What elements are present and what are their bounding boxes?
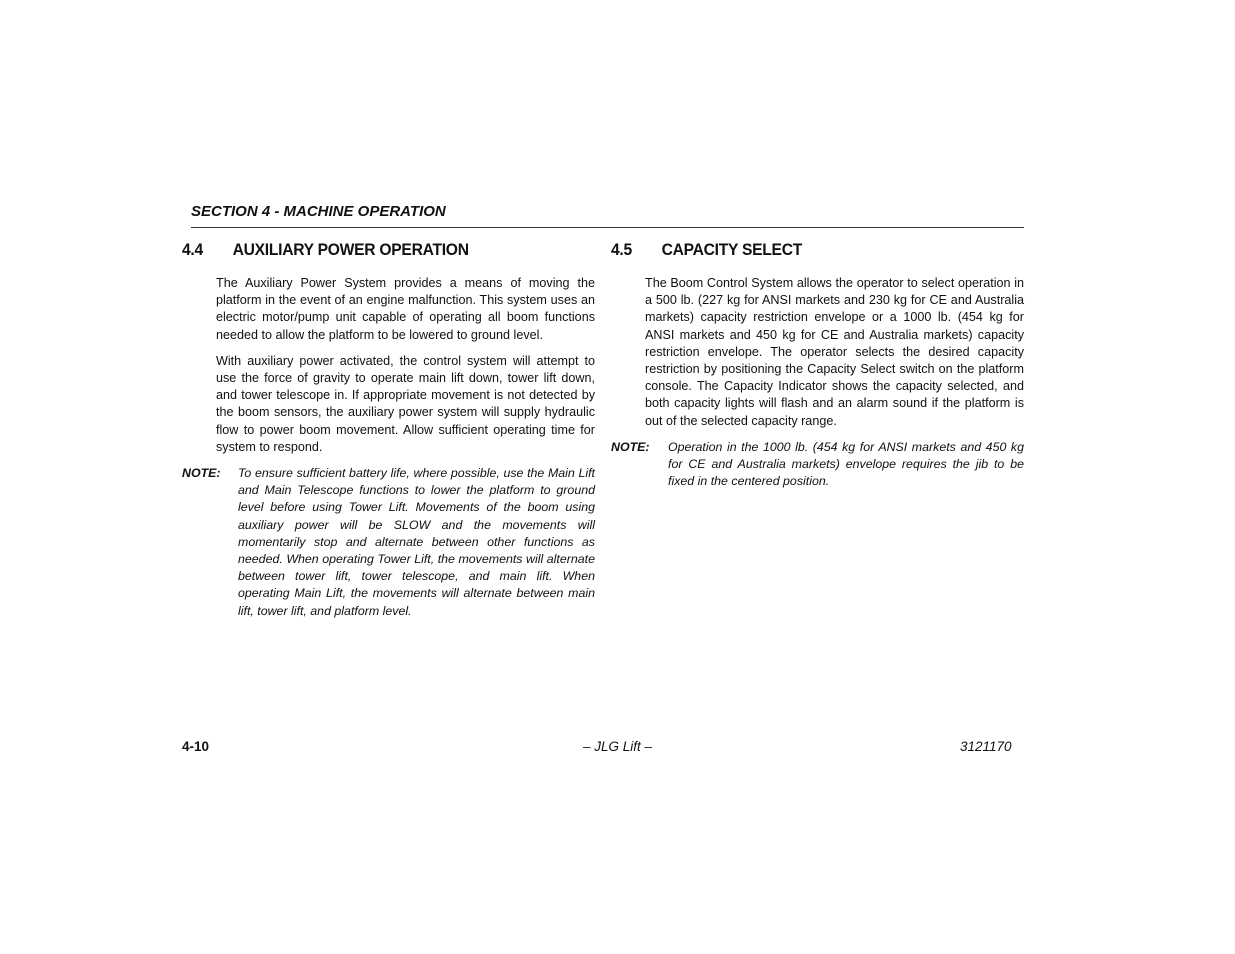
section-body xyxy=(216,275,595,456)
column-right xyxy=(611,240,1024,490)
note-text: To ensure sufficient battery life, where possible, use the Main Lift and Main Telescope functions to lower the platform to ground level before using Tower Lift. Movements of the boom using auxiliary power will be SLOW and the movements will momentarily stop and alternate between other functions as needed. When operating Tower Lift, the movements will alternate between tower lift, tower telescope, and main lift. When operating Main Lift, the movements will alternate between main lift, tower lift, and platform level. xyxy=(238,466,595,618)
note-label: NOTE: xyxy=(182,466,221,481)
note-label: NOTE: xyxy=(611,439,650,454)
section-title: CAPACITY SELECT xyxy=(661,240,803,259)
paragraph: The Boom Control System allows the operator to select operation in a 500 lb. (227 kg for ANSI markets and 230 kg for CE and Australia markets) capacity restriction envelope or a 1000 lb. (454 kg for ANSI markets and 450 kg for CE and Australia markets) capacity restriction envelope. The operator selects the desired capacity restriction by positioning the Capacity Select switch on the platform console. The Capacity Indicator shows the capacity selected, and both capacity lights will flash and an alarm sound if the platform is out of the selected capacity range. xyxy=(645,276,1024,428)
section-heading-4-5 xyxy=(611,240,991,266)
footer-center-text: – JLG Lift – xyxy=(582,739,653,754)
paragraph: With auxiliary power activated, the control system will attempt to use the force of gravity to operate main lift down, tower lift down, and tower telescope in. If appropriate movement is not detected by the boom sensors, the auxiliary power system will supply hydraulic flow to power boom movement. Allow sufficient operating time for system to respond. xyxy=(216,353,595,454)
column-left xyxy=(182,240,595,620)
footer-page-number: 4-10 xyxy=(182,739,210,754)
note-block xyxy=(182,465,595,620)
paragraph: The Auxiliary Power System provides a means of moving the platform in the event of an engine malfunction. This system uses an electric motor/pump unit capable of operating all boom functions needed to allow the platform to be lowered to ground level. xyxy=(216,276,595,342)
section-header-title: SECTION 4 - MACHINE OPERATION xyxy=(191,203,446,220)
section-title: AUXILIARY POWER OPERATION xyxy=(232,240,469,259)
footer-doc-number: 3121170 xyxy=(960,739,1012,754)
note-text: Operation in the 1000 lb. (454 kg for ANSI markets and 450 kg for CE and Australia markets) envelope requires the jib to be fixed in the centered position. xyxy=(668,439,1024,489)
section-number: 4.4 xyxy=(182,240,203,259)
section-number: 4.5 xyxy=(611,240,632,259)
note-block xyxy=(611,439,1024,491)
section-header xyxy=(191,201,1024,228)
section-body xyxy=(645,275,1024,430)
section-heading-4-4 xyxy=(182,240,562,266)
